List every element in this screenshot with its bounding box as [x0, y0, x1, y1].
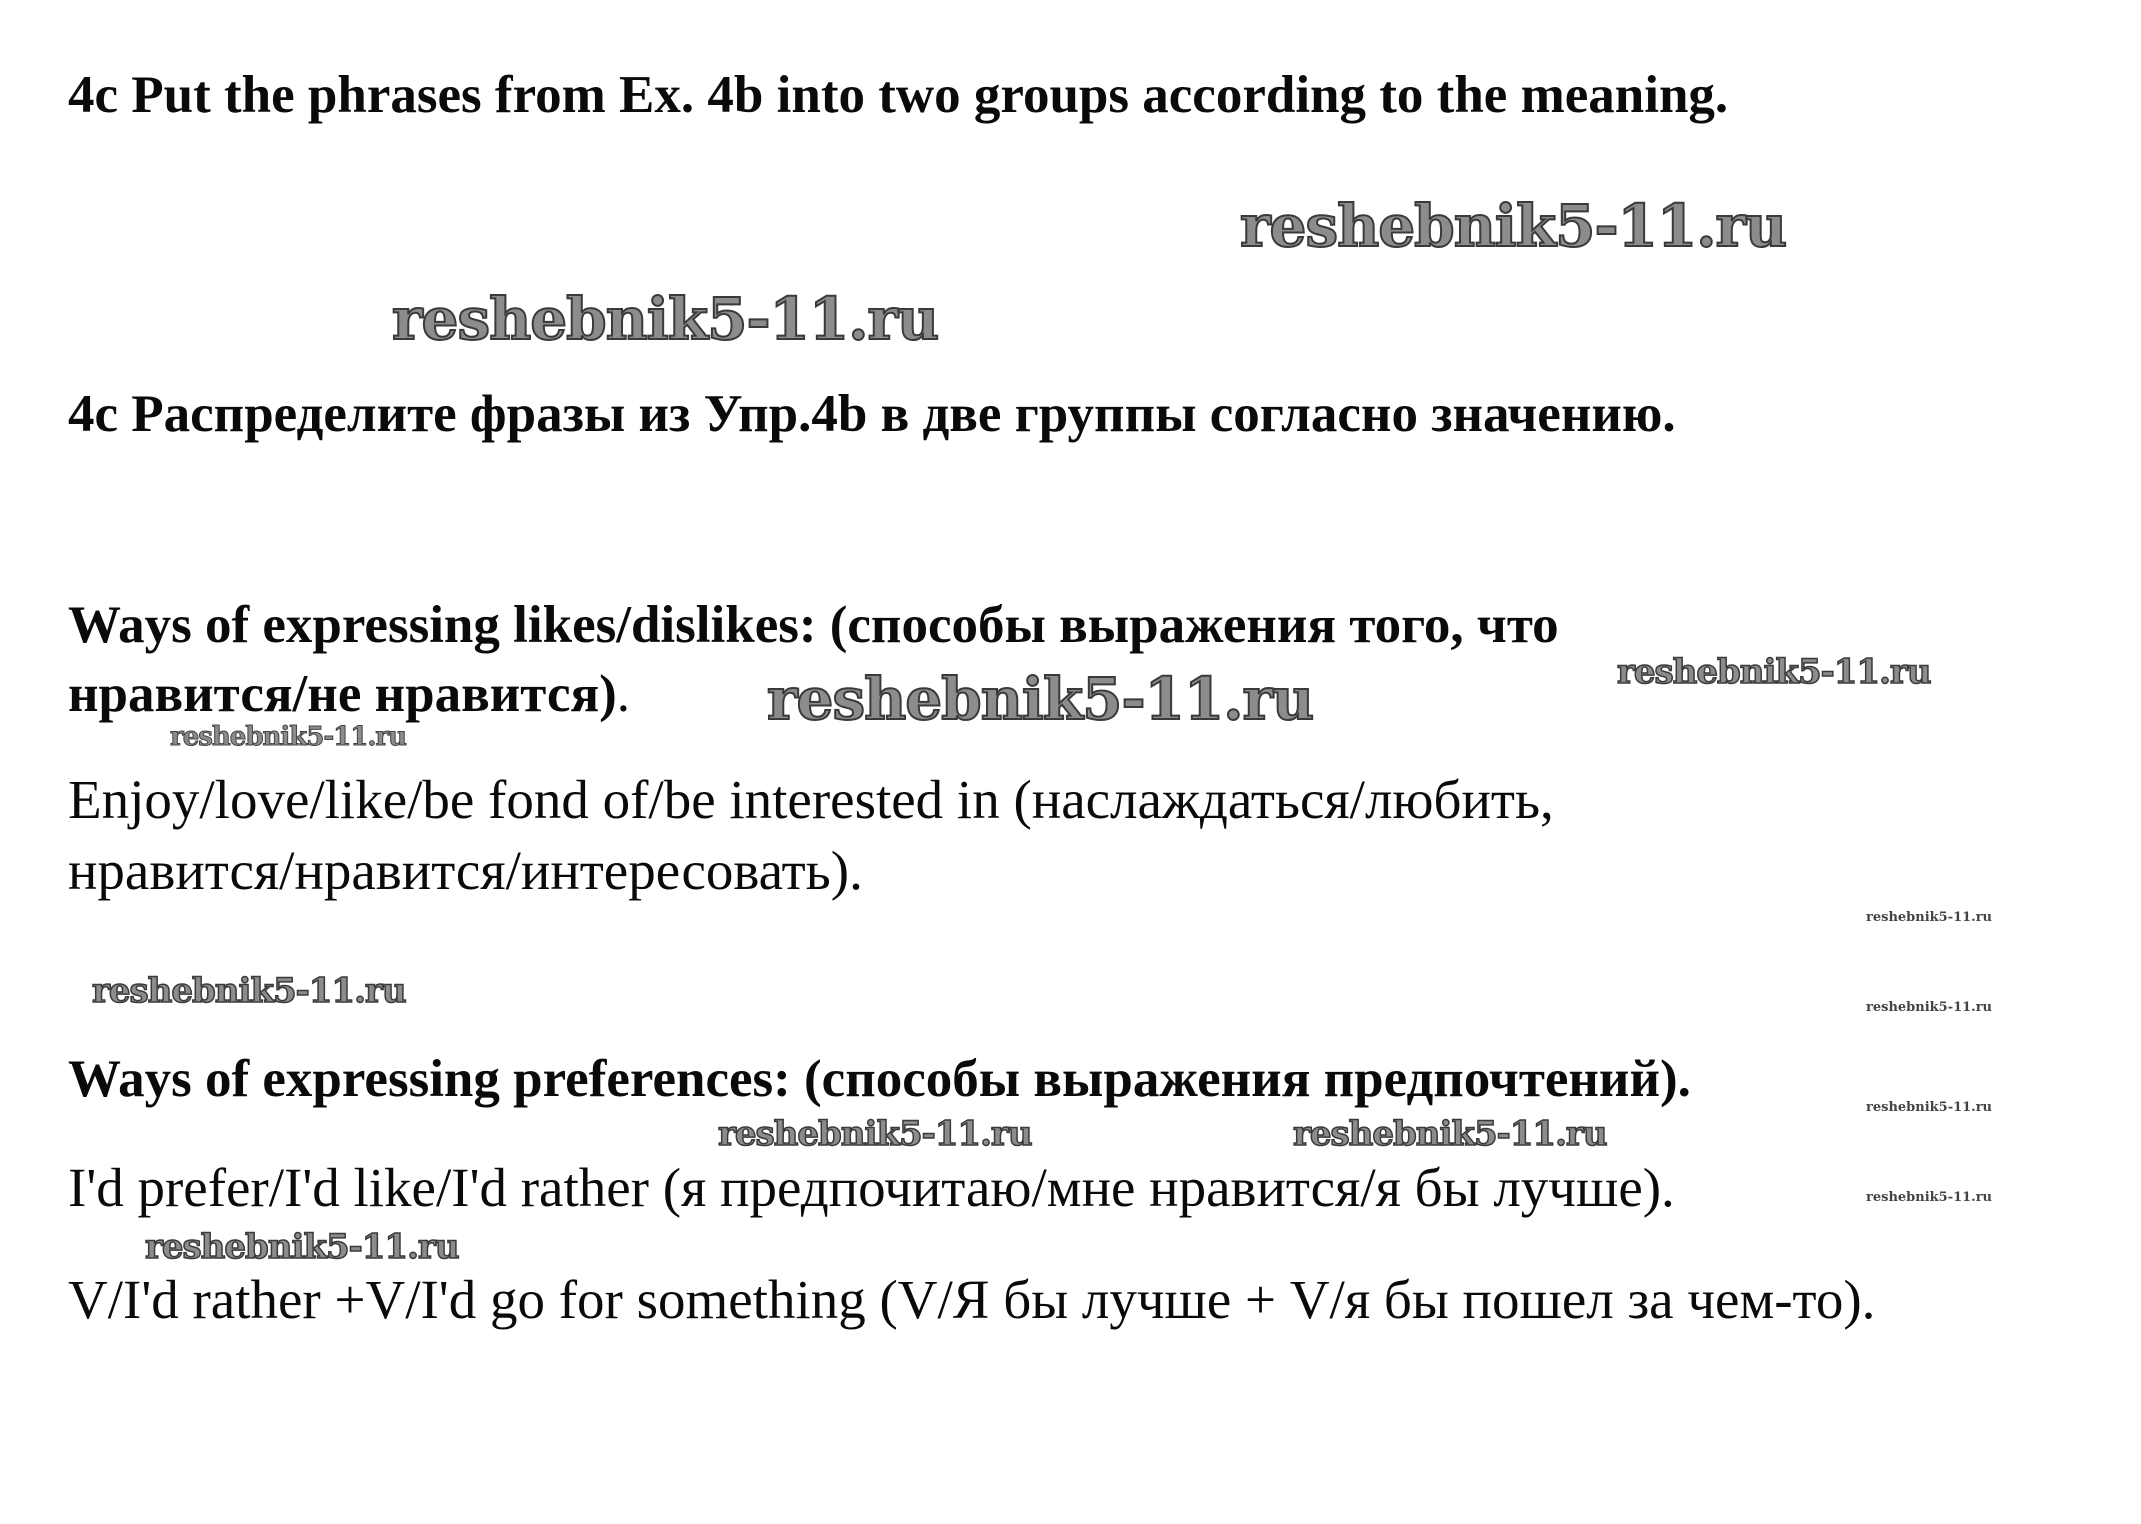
group1-heading-period: . — [616, 665, 631, 723]
watermark: reshebnik5-11.ru — [1866, 1000, 1993, 1015]
watermark: reshebnik5-11.ru — [1293, 1114, 1607, 1154]
watermark: reshebnik5-11.ru — [767, 665, 1314, 733]
watermark: reshebnik5-11.ru — [1866, 1190, 1993, 1205]
watermark: reshebnik5-11.ru — [718, 1114, 1032, 1154]
watermark: reshebnik5-11.ru — [145, 1227, 459, 1267]
watermark: reshebnik5-11.ru — [92, 971, 406, 1011]
watermark: reshebnik5-11.ru — [170, 722, 407, 752]
watermark: reshebnik5-11.ru — [1240, 192, 1787, 260]
watermark: reshebnik5-11.ru — [1866, 910, 1993, 925]
watermark: reshebnik5-11.ru — [1617, 652, 1931, 692]
task-title-en: 4c Put the phrases from Ex. 4b into two groups according to the meaning. — [68, 66, 1729, 124]
watermark: reshebnik5-11.ru — [392, 285, 939, 353]
group2-heading: Ways of expressing preferences: (способы выражения предпочтений). — [68, 1050, 1691, 1108]
group1-heading-text: нравится/не нравится) — [68, 665, 617, 723]
watermark: reshebnik5-11.ru — [1866, 1100, 1993, 1115]
task-title-ru: 4c Распределите фразы из Упр.4b в две группы согласно значению. — [68, 385, 1676, 443]
group1-heading-line1: Ways of expressing likes/dislikes: (способы выражения того, что — [68, 596, 1559, 654]
group1-heading-line2 — [68, 665, 631, 723]
group1-body-line1: Enjoy/love/like/be fond of/be interested in (наслаждаться/любить, — [68, 769, 1554, 830]
group2-body-line1: I'd prefer/I'd like/I'd rather (я предпочитаю/мне нравится/я бы лучше). — [68, 1157, 1675, 1218]
group2-body-line2: V/I'd rather +V/I'd go for something (V/Я бы лучше + V/я бы пошел за чем-то). — [68, 1269, 1876, 1330]
group1-body-line2: нравится/нравится/интересовать). — [68, 840, 863, 901]
